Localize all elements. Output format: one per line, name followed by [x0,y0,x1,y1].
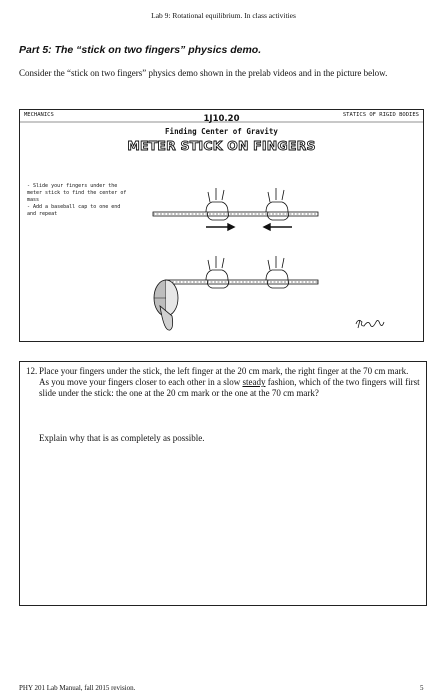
page-number: 5 [420,684,424,692]
card-topic: Finding Center of Gravity [165,127,278,136]
card-note-line: - Add a baseball cap to one end [27,204,121,210]
arrow-left-icon [264,224,292,230]
question-text [26,366,420,400]
baseball-cap-icon [154,280,178,330]
demo-card [19,109,424,342]
running-head: Lab 9: Rotational equilibrium. In class activities [151,11,296,20]
demo-illustration [20,110,423,341]
card-code: 1J10.20 [203,114,240,124]
question-number: 12. [26,366,38,376]
footer-text: PHY 201 Lab Manual, fall 2015 revision. [19,684,136,692]
meter-stick-top [153,212,318,216]
part-title: Part 5: The “stick on two fingers” physics demo. [19,44,262,56]
arrow-right-icon [206,224,234,230]
card-note-line: and repeat [27,211,58,217]
question-text-part: fashion, which of the two fingers will first slide under the stick: the one at the 20 cm mark or the one at the 70 cm mark? [39,377,420,399]
question-text-part: Place your fingers under the stick, the left finger at the 20 cm mark, the right finger at the 70 cm mark. As you move your fingers closer to each other in a slow [39,366,409,388]
card-category-right: STATICS OF RIGID BODIES [342,112,419,118]
question-explain-prompt: Explain why that is as completely as possible. [39,433,205,443]
question-box [19,361,427,606]
card-note-line: meter stick to find the center of [27,190,127,196]
question-text-underlined: steady [242,377,266,388]
card-category-left: MECHANICS [24,112,54,118]
intro-paragraph: Consider the “stick on two fingers” physics demo shown in the prelab videos and in the picture below. [19,68,388,78]
card-title: METER STICK ON FINGERS [127,138,316,153]
signature-mark [356,320,384,328]
meter-stick-bottom [165,280,318,284]
card-note-line: - Slide your fingers under the [27,183,118,189]
card-note-line: mass [27,197,40,203]
